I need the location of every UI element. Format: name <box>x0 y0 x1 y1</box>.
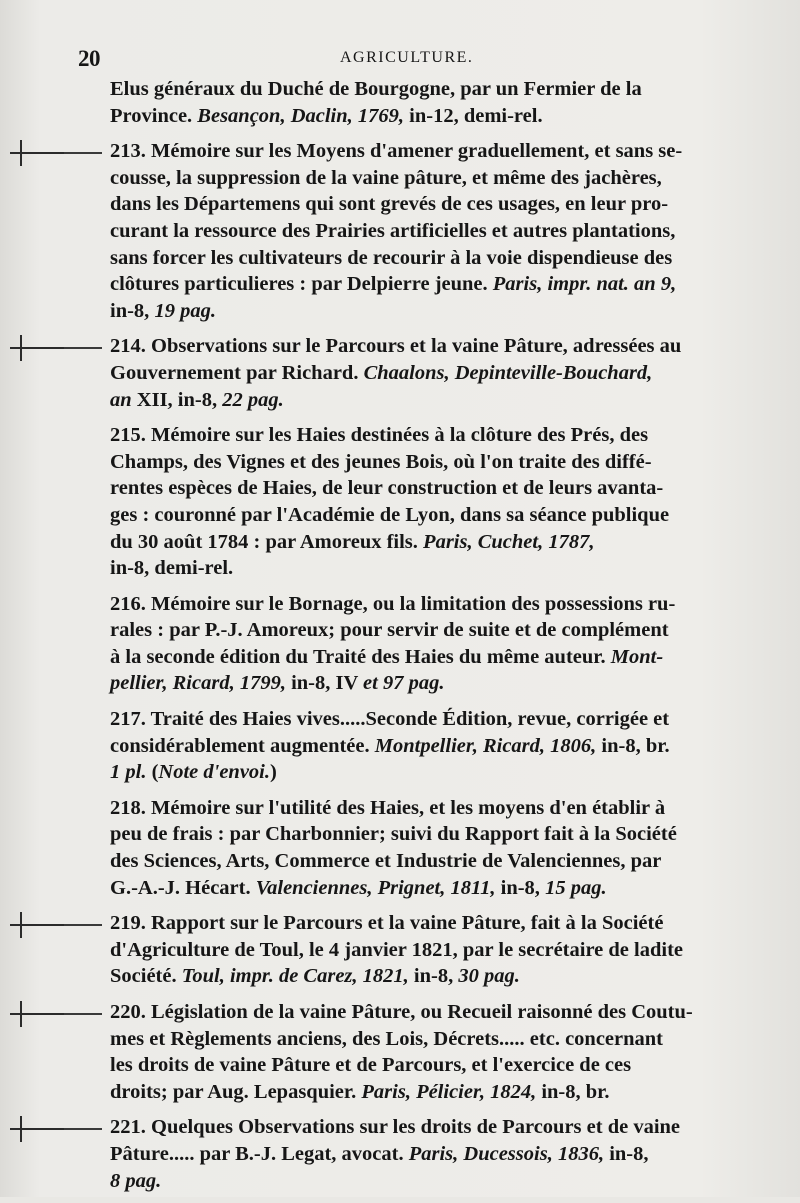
imprint-italic-text: Paris, Ducessois, 1836, <box>408 1142 605 1165</box>
entry-text: 219. Rapport sur le Parcours et la vaine Pâture, fait à la Société <box>110 912 664 935</box>
imprint-italic-text: Note d'envoi. <box>158 761 270 784</box>
entry-line <box>110 644 762 671</box>
imprint-italic-text: 22 pag. <box>222 388 284 411</box>
entry-line <box>110 103 762 130</box>
entry-text: 218. Mémoire sur l'utilité des Haies, et les moyens d'en établir à <box>110 796 666 819</box>
entry-line <box>110 795 762 822</box>
catalogue-entry-221 <box>110 1114 762 1194</box>
running-head: AGRICULTURE. <box>340 49 474 66</box>
imprint-italic-text: Valenciennes, Prignet, 1811, <box>255 876 496 899</box>
entry-text: in-8, <box>495 876 546 899</box>
entry-text: Champs, des Vignes et des jeunes Bois, où l'on traite des diffé- <box>110 450 652 473</box>
margin-cross-mark <box>6 140 106 166</box>
entry-text: curant la ressource des Prairies artificielles et autres plantations, <box>110 219 676 242</box>
catalogue-entry-216 <box>110 591 762 697</box>
entry-line <box>110 165 762 192</box>
entry-text: sans forcer les cultivateurs de recourir à la voie dispendieuse des <box>110 246 673 269</box>
entry-text: les droits de vaine Pâture et de Parcours, et l'exercice de ces <box>110 1054 632 1077</box>
catalogue-entry-217 <box>110 706 762 786</box>
entry-line <box>110 191 762 218</box>
entry-line <box>110 298 762 325</box>
catalogue-entry-213 <box>110 138 762 324</box>
entry-line <box>110 963 762 990</box>
entry-line <box>110 706 762 733</box>
entry-line <box>110 1079 762 1106</box>
entry-line <box>110 937 762 964</box>
entry-line <box>110 138 762 165</box>
imprint-italic-text: 1 pl. <box>110 761 147 784</box>
entry-line <box>110 76 762 103</box>
entry-text: ges : couronné par l'Académie de Lyon, dans sa séance publique <box>110 503 670 526</box>
catalogue-entry-215 <box>110 422 762 582</box>
catalogue-entry-218 <box>110 795 762 901</box>
entry-line <box>110 475 762 502</box>
entry-line <box>110 670 762 697</box>
imprint-italic-text: Besançon, Daclin, 1769, <box>197 104 405 127</box>
entry-line <box>110 1026 762 1053</box>
entry-text: in-8, IV <box>285 672 364 695</box>
entry-line <box>110 387 762 414</box>
entry-text: droits; par Aug. Lepasquier. <box>110 1080 362 1103</box>
entry-text: Pâture..... par B.-J. Legat, avocat. <box>110 1142 409 1165</box>
entry-text: 214. Observations sur le Parcours et la vaine Pâture, adressées au <box>110 335 682 358</box>
page-number: 20 <box>78 46 100 71</box>
catalogue-entry-220 <box>110 999 762 1105</box>
margin-cross-mark <box>6 1001 106 1027</box>
margin-cross-mark <box>6 335 106 361</box>
entry-text: Gouvernement par Richard. <box>110 361 364 384</box>
entry-text: 217. Traité des Haies vives.....Seconde Édition, revue, corrigée et <box>110 708 670 731</box>
entry-text: in-8, <box>604 1142 649 1165</box>
entry-text: in-8, br. <box>596 734 670 757</box>
entry-line <box>110 1052 762 1079</box>
entry-text: in-8, demi-rel. <box>110 557 234 580</box>
imprint-italic-text: Chaalons, Depinteville-Bouchard, <box>363 361 653 384</box>
catalogue-entry-cont <box>110 76 762 129</box>
entry-text: à la seconde édition du Traité des Haies du même auteur. <box>110 645 611 668</box>
entry-line <box>110 271 762 298</box>
imprint-italic-text: 15 pag. <box>545 876 607 899</box>
entry-line <box>110 1168 762 1195</box>
entry-line <box>110 591 762 618</box>
page-header <box>0 44 800 74</box>
entry-text: dans les Départemens qui sont grevés de ces usages, en leur pro- <box>110 193 669 216</box>
entry-line <box>110 529 762 556</box>
imprint-italic-text: Montpellier, Ricard, 1806, <box>374 734 597 757</box>
entry-text: cousse, la suppression de la vaine pâture, et même des jachères, <box>110 166 662 189</box>
imprint-italic-text: 8 pag. <box>110 1169 162 1192</box>
entry-text: des Sciences, Arts, Commerce et Industrie de Valenciennes, par <box>110 850 662 873</box>
imprint-italic-text: pellier, Ricard, 1799, <box>110 672 286 695</box>
entry-text: peu de frais : par Charbonnier; suivi du Rapport fait à la Société <box>110 823 677 846</box>
entry-line <box>110 422 762 449</box>
entry-text: 213. Mémoire sur les Moyens d'amener graduellement, et sans se- <box>110 140 683 163</box>
catalogue-entry-214 <box>110 333 762 413</box>
entry-line <box>110 733 762 760</box>
margin-cross-mark <box>6 1116 106 1142</box>
entry-line <box>110 999 762 1026</box>
entry-line <box>110 1141 762 1168</box>
entry-line <box>110 502 762 529</box>
entry-line <box>110 449 762 476</box>
entry-text: mes et Règlements anciens, des Lois, Décrets..... etc. concernant <box>110 1027 663 1050</box>
entry-line <box>110 848 762 875</box>
imprint-italic-text: et 97 pag. <box>363 672 445 695</box>
margin-cross-mark <box>6 912 106 938</box>
entry-line <box>110 555 762 582</box>
entry-text: clôtures particulieres : par Delpierre jeune. <box>110 273 493 296</box>
imprint-italic-text: Toul, impr. de Carez, 1821, <box>181 965 409 988</box>
entry-text: 215. Mémoire sur les Haies destinées à la clôture des Prés, des <box>110 424 649 447</box>
entry-text: rales : par P.-J. Amoreux; pour servir de suite et de complément <box>110 619 669 642</box>
entry-line <box>110 617 762 644</box>
entry-text: in-8, <box>110 299 155 322</box>
entry-text: rentes espèces de Haies, de leur construction et de leurs avanta- <box>110 477 664 500</box>
entry-text: XII, in-8, <box>131 388 223 411</box>
imprint-italic-text: 30 pag. <box>458 965 520 988</box>
catalogue-entries <box>0 76 800 1203</box>
catalogue-entry-219 <box>110 910 762 990</box>
entry-text: considérablement augmentée. <box>110 734 375 757</box>
entry-line <box>110 910 762 937</box>
imprint-italic-text: Paris, impr. nat. an 9, <box>492 273 677 296</box>
entry-text: Société. <box>110 965 182 988</box>
entry-text: in-8, br. <box>536 1080 610 1103</box>
entry-text: ) <box>270 761 277 784</box>
entry-text: in-8, <box>408 965 459 988</box>
entry-text: du 30 août 1784 : par Amoreux fils. <box>110 530 424 553</box>
imprint-italic-text: an <box>110 388 132 411</box>
entry-text: ( <box>146 761 159 784</box>
entry-text: 220. Législation de la vaine Pâture, ou Recueil raisonné des Coutu- <box>110 1001 693 1023</box>
entry-line <box>110 875 762 902</box>
entry-text: d'Agriculture de Toul, le 4 janvier 1821, par le secrétaire de ladite <box>110 938 683 961</box>
entry-line <box>110 821 762 848</box>
entry-line <box>110 360 762 387</box>
entry-line <box>110 759 762 786</box>
entry-text: Elus généraux du Duché de Bourgogne, par un Fermier de la <box>110 78 642 100</box>
imprint-italic-text: Mont- <box>610 645 664 668</box>
entry-line <box>110 1114 762 1141</box>
entry-line <box>110 333 762 360</box>
entry-text: G.-A.-J. Hécart. <box>110 876 256 899</box>
imprint-italic-text: Paris, Cuchet, 1787, <box>423 530 595 553</box>
entry-text: 216. Mémoire sur le Bornage, ou la limitation des possessions ru- <box>110 592 676 615</box>
entry-text: Province. <box>110 104 198 127</box>
entry-line <box>110 218 762 245</box>
imprint-italic-text: Paris, Pélicier, 1824, <box>361 1080 537 1103</box>
entry-text: 221. Quelques Observations sur les droits de Parcours et de vaine <box>110 1116 681 1139</box>
entry-text: in-12, demi-rel. <box>404 104 543 127</box>
entry-line <box>110 245 762 272</box>
imprint-italic-text: 19 pag. <box>154 299 216 322</box>
